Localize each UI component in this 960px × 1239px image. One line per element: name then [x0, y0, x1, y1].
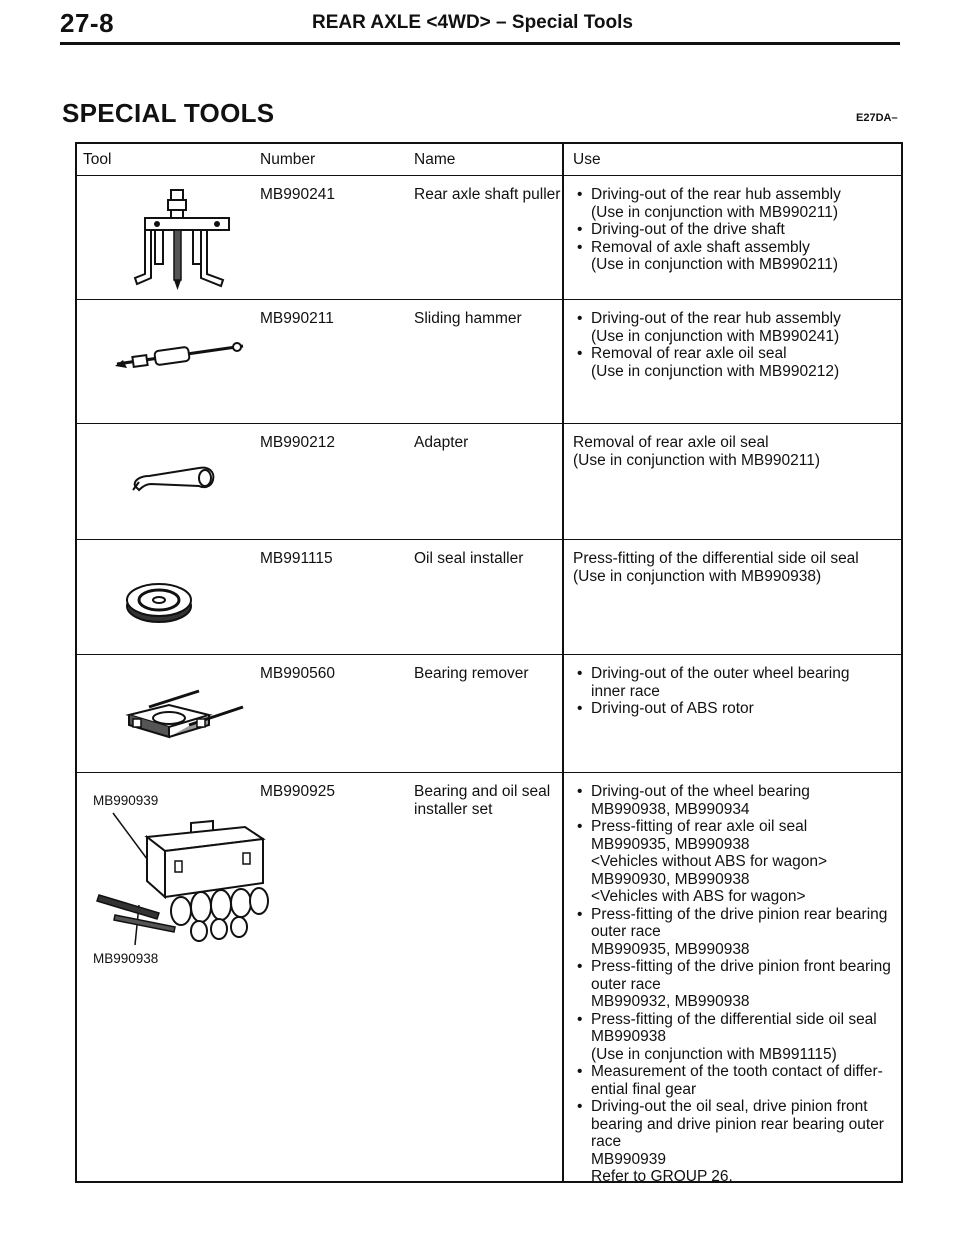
tool-name: Rear axle shaft puller	[414, 186, 561, 203]
tool-number: MB990560	[260, 665, 335, 682]
use-list	[573, 783, 898, 1186]
use-line: • Driving-out of the drive shaft	[591, 221, 785, 238]
use-line: • Driving-out of the outer wheel bearing	[591, 665, 850, 682]
header-title: REAR AXLE <4WD> – Special Tools	[312, 12, 633, 33]
use-line: • Driving-out of the rear hub assembly	[591, 186, 841, 203]
tool-use	[573, 665, 898, 718]
use-line: (Use in conjunction with MB991115)	[591, 1045, 837, 1063]
use-line: • Press-fitting of the differential side oil seal	[591, 1010, 877, 1028]
use-line: (Use in conjunction with MB990211)	[591, 203, 838, 221]
use-item	[573, 186, 898, 221]
axle-shaft-puller-icon	[125, 186, 235, 294]
use-item	[573, 434, 898, 469]
tool-use	[573, 783, 898, 1186]
use-line: ential final gear	[591, 1080, 697, 1098]
tool-number: MB990212	[260, 434, 335, 451]
table-row	[77, 655, 901, 773]
tool-name: Adapter	[414, 434, 469, 451]
use-item	[573, 221, 898, 239]
use-item	[573, 1098, 898, 1186]
column-header-use: Use	[573, 151, 601, 168]
use-item	[573, 665, 898, 700]
table-header-row	[77, 144, 901, 176]
use-line: • Driving-out of the wheel bearing	[591, 783, 810, 800]
use-list	[573, 550, 898, 585]
use-item	[573, 239, 898, 274]
use-line: <Vehicles with ABS for wagon>	[591, 888, 806, 905]
use-line: • Press-fitting of rear axle oil seal	[591, 818, 808, 835]
use-line: (Use in conjunction with MB990241)	[591, 327, 840, 345]
use-line: (Use in conjunction with MB990212)	[591, 362, 840, 380]
use-line: (Use in conjunction with MB990211)	[591, 256, 838, 273]
bearing-remover-icon	[119, 685, 249, 745]
use-line: inner race	[591, 682, 660, 700]
tool-use	[573, 434, 898, 469]
image-label-mb990938: MB990938	[93, 951, 159, 966]
tool-number: MB990925	[260, 783, 335, 800]
use-list	[573, 434, 898, 469]
table-row	[77, 176, 901, 300]
tool-name: Oil seal installer	[414, 550, 524, 567]
use-line: MB990939	[591, 1150, 666, 1168]
use-line: MB990935, MB990938	[591, 940, 750, 958]
use-item	[573, 906, 898, 959]
use-line: • Press-fitting of the drive pinion front bearing	[591, 958, 891, 975]
image-label-mb990939: MB990939	[93, 793, 159, 808]
use-line: • Press-fitting of the drive pinion rear bearing	[591, 905, 888, 923]
special-tools-table	[75, 142, 903, 1183]
use-line: <Vehicles without ABS for wagon>	[591, 853, 828, 870]
use-line: Removal of rear axle oil seal	[573, 434, 769, 451]
use-list	[573, 186, 898, 274]
table-row	[77, 300, 901, 424]
use-line: (Use in conjunction with MB990938)	[573, 567, 822, 585]
use-line: Refer to GROUP 26.	[591, 1168, 733, 1185]
use-line: outer race	[591, 923, 661, 940]
use-item	[573, 818, 898, 906]
tool-name: Bearing remover	[414, 665, 529, 682]
use-line: bearing and drive pinion rear bearing outer	[591, 1115, 884, 1133]
table-row	[77, 424, 901, 540]
column-header-name: Name	[414, 151, 456, 168]
use-line: • Driving-out of the rear hub assembly	[591, 310, 841, 327]
oil-seal-installer-icon	[119, 578, 199, 626]
tool-number: MB990241	[260, 186, 335, 203]
table-row	[77, 773, 901, 1185]
use-line: MB990930, MB990938	[591, 870, 750, 888]
use-list	[573, 665, 898, 718]
use-item	[573, 310, 898, 345]
use-line: MB990932, MB990938	[591, 993, 750, 1010]
use-line: Press-fitting of the differential side oil seal	[573, 550, 859, 567]
use-item	[573, 783, 898, 818]
use-line: • Removal of axle shaft assembly	[591, 238, 810, 256]
use-item	[573, 700, 898, 718]
use-item	[573, 958, 898, 1011]
use-line: • Driving-out the oil seal, drive pinion front	[591, 1098, 868, 1115]
sliding-hammer-icon	[111, 338, 251, 378]
use-line: MB990935, MB990938	[591, 835, 750, 853]
column-header-tool: Tool	[83, 151, 112, 168]
tool-name: Sliding hammer	[414, 310, 522, 327]
use-line: outer race	[591, 975, 661, 993]
use-line: • Driving-out of ABS rotor	[591, 700, 754, 717]
tool-name: Bearing and oil seal installer set	[414, 783, 551, 818]
page-number: 27-8	[60, 8, 115, 38]
use-list	[573, 310, 898, 380]
use-line: • Measurement of the tooth contact of differ-	[591, 1063, 883, 1080]
use-item	[573, 550, 898, 585]
header-rule	[60, 42, 900, 45]
use-line: MB990938, MB990934	[591, 800, 750, 818]
tool-number: MB991115	[260, 550, 333, 567]
use-line: • Removal of rear axle oil seal	[591, 345, 787, 362]
use-line: (Use in conjunction with MB990211)	[573, 451, 820, 469]
use-line: race	[591, 1133, 622, 1150]
column-header-number: Number	[260, 151, 316, 168]
tool-use	[573, 550, 898, 585]
adapter-icon	[129, 460, 219, 496]
page-header	[60, 2, 900, 50]
tool-use	[573, 186, 898, 274]
section-code: E27DA–	[856, 112, 898, 124]
section-title: SPECIAL TOOLS	[62, 98, 275, 128]
tool-number: MB990211	[260, 310, 334, 327]
table-row	[77, 540, 901, 655]
use-line: MB990938	[591, 1028, 666, 1045]
use-item	[573, 1011, 898, 1064]
installer-set-icon	[95, 809, 275, 949]
use-item	[573, 1063, 898, 1098]
tool-use	[573, 310, 898, 380]
use-item	[573, 345, 898, 380]
